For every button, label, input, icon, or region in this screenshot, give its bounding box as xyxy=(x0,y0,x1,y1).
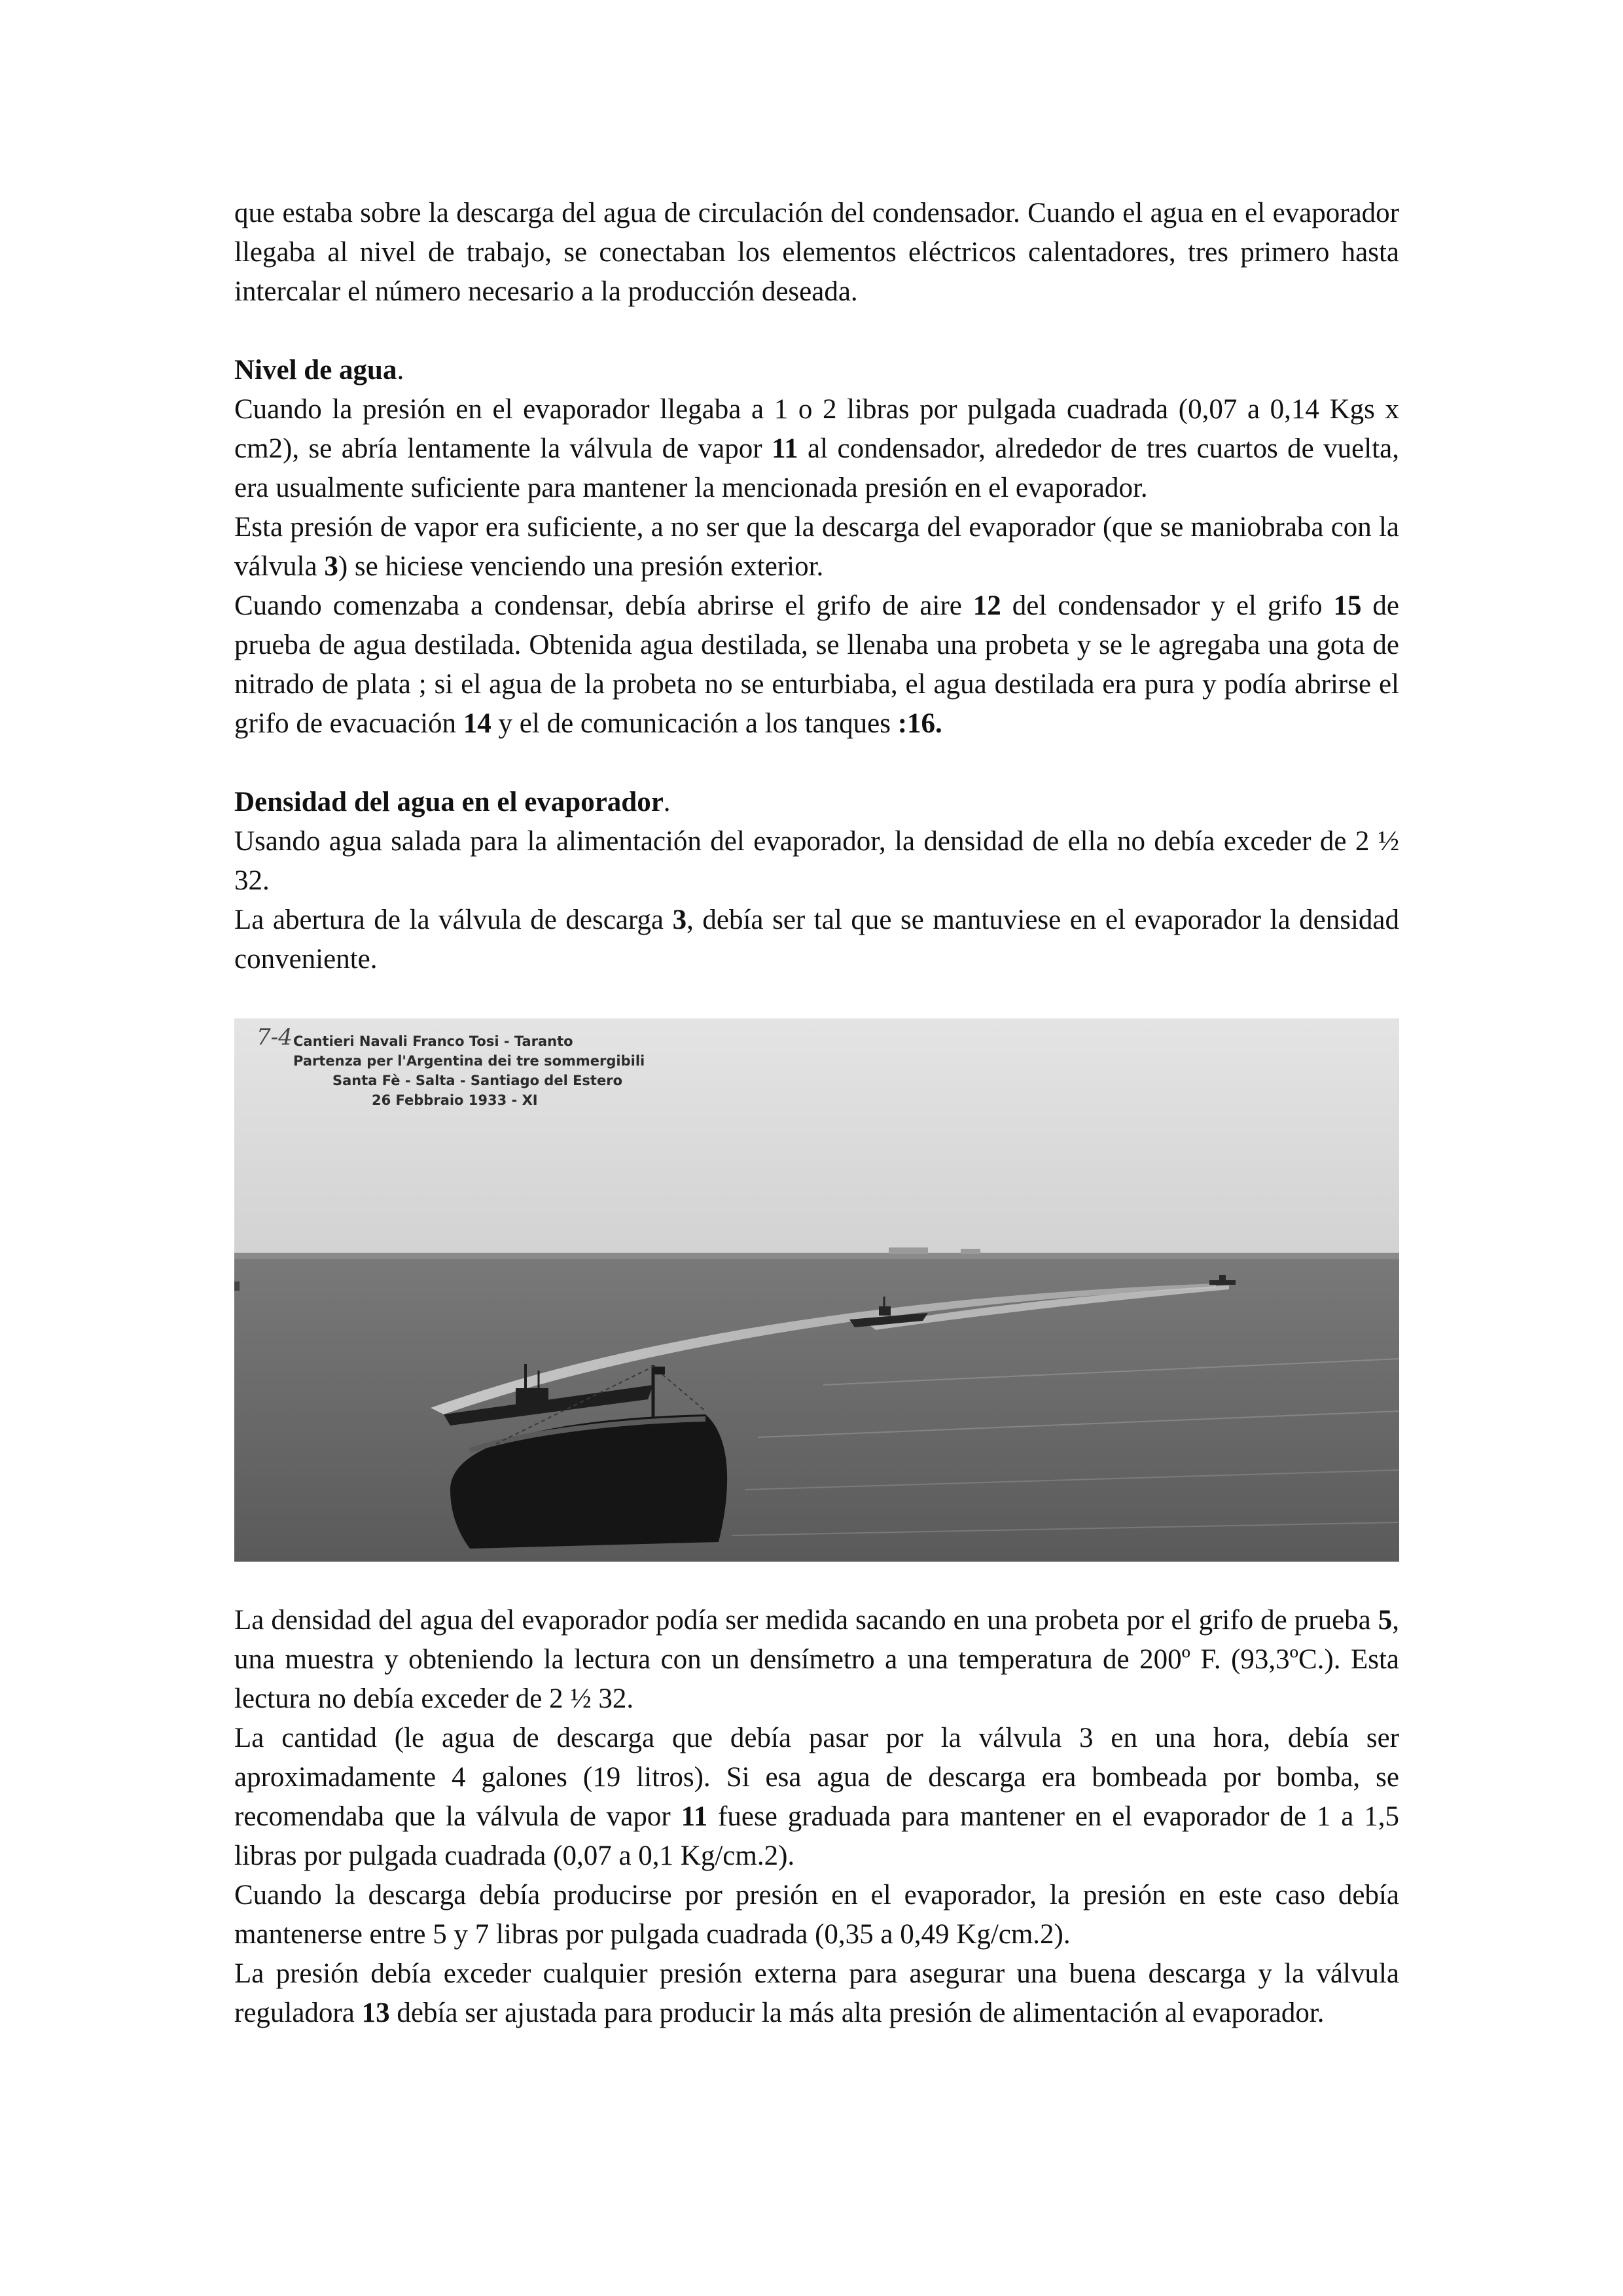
caption-line: Partenza per l'Argentina dei tre sommergibili xyxy=(293,1053,645,1069)
paragraph-condensador: que estaba sobre la descarga del agua de circulación del condensador. Cuando el agua en el evaporador llegaba al nivel de trabajo, se conectaban los elementos eléctricos calentadores, tres primero hasta intercalar el número necesario a la producción deseada. xyxy=(234,198,1399,307)
caption-line: 26 Febbraio 1933 - XI xyxy=(372,1092,538,1108)
paragraph-presion xyxy=(234,390,1399,508)
text-run: La presión debía exceder cualquier presión externa para asegurar una buena descarga y la válvula reguladora xyxy=(234,1958,1399,2028)
horizon xyxy=(234,1253,1399,1259)
text-run: Cuando la presión en el evaporador llegaba a 1 o 2 libras por pulgada cuadrada (0,07 a 0,14 Kgs x cm2), se abría lentamente la válvula de vapor xyxy=(234,394,1399,464)
text-run: La abertura de la válvula de descarga xyxy=(234,905,673,935)
valve-number: 11 xyxy=(681,1801,708,1832)
text-run: y el de comunicación a los tanques xyxy=(491,708,898,739)
heading-nivel-de-agua: Nivel de agua. xyxy=(234,355,404,386)
text-run: Cuando comenzaba a condensar, debía abrirse el grifo de aire xyxy=(234,590,973,621)
heading-text: Nivel de agua xyxy=(234,355,397,386)
paragraph-abertura xyxy=(234,901,1399,979)
paragraph-presion-externa xyxy=(234,1954,1399,2033)
valve-number: 3 xyxy=(324,551,338,582)
text-run: de prueba de agua destilada. Obtenida agua destilada, se llenaba una probeta y se le agregaba una gota de nitrado de plata ; si el agua de la probeta no se enturbiaba, el agua destilada era pura y podía abrirse el grifo de evacuación xyxy=(234,590,1399,739)
paragraph-densimetro xyxy=(234,1601,1399,1719)
caption-line: Santa Fè - Salta - Santiago del Estero xyxy=(332,1073,622,1088)
text-run: al condensador, alrededor de tres cuartos de vuelta, era usualmente suficiente para mantener la mencionada presión en el evaporador. xyxy=(234,433,1399,503)
text-run: ) se hiciese venciendo una presión exterior. xyxy=(338,551,824,582)
handwritten-mark: 7-4 xyxy=(257,1024,293,1050)
valve-number: 13 xyxy=(361,1998,390,2028)
historic-photo-submarines xyxy=(234,1018,1399,1562)
text-run: Esta presión de vapor era suficiente, a no ser que la descarga del evaporador (que se maniobraba con la válvula xyxy=(234,512,1399,582)
paragraph-cantidad xyxy=(234,1719,1399,1876)
valve-number: 11 xyxy=(771,433,798,464)
document-page xyxy=(234,194,1399,2033)
shore-marker xyxy=(234,1282,240,1291)
text-run: debía ser ajustada para producir la más alta presión de alimentación al evaporador. xyxy=(389,1998,1325,2028)
paragraph-vapor-suficiente xyxy=(234,508,1399,586)
paragraph-condensar xyxy=(234,586,1399,744)
valve-number: 3 xyxy=(672,905,687,935)
valve-number: 14 xyxy=(463,708,491,739)
text-run: fuese graduada para mantener en el evaporador de 1 a 1,5 libras por pulgada cuadrada (0,07 a 0,1 Kg/cm.2). xyxy=(234,1801,1399,1871)
text-run: La cantidad (le agua de descarga que debía pasar por la válvula 3 en una hora, debía ser aproximadamente 4 galones (19 litros). Si esa agua de descarga era bombeada por bomba, se recomendaba que la válvula de vapor xyxy=(234,1723,1399,1832)
valve-number: 5 xyxy=(1378,1605,1393,1636)
distant-buildings xyxy=(889,1247,928,1254)
text-run: , debía ser tal que se mantuviese en el evaporador la densidad conveniente. xyxy=(234,905,1399,975)
paragraph-agua-salada: Usando agua salada para la alimentación del evaporador, la densidad de ella no debía exceder de 2 ½ 32. xyxy=(234,826,1399,896)
text-run: del condensador y el grifo xyxy=(1001,590,1334,621)
valve-number: :16. xyxy=(897,708,942,739)
paragraph-descarga-presion: Cuando la descarga debía producirse por presión en el evaporador, la presión en este caso debía mantenerse entre 5 y 7 libras por pulgada cuadrada (0,35 a 0,49 Kg/cm.2). xyxy=(234,1880,1399,1950)
valve-number: 12 xyxy=(972,590,1001,621)
heading-text: Densidad del agua en el evaporador xyxy=(234,787,664,817)
photo-caption xyxy=(257,1024,645,1110)
text-run: , una muestra y obteniendo la lectura con un densímetro a una temperatura de 200º F. (93,3ºC.). Esta lectura no debía exceder de 2 ½ 32. xyxy=(234,1605,1399,1714)
heading-densidad: Densidad del agua en el evaporador. xyxy=(234,787,671,817)
caption-line: Cantieri Navali Franco Tosi - Taranto xyxy=(293,1033,573,1049)
text-run: La densidad del agua del evaporador podía ser medida sacando en una probeta por el grifo de prueba xyxy=(234,1605,1378,1636)
valve-number: 15 xyxy=(1333,590,1362,621)
distant-buildings xyxy=(961,1249,980,1254)
